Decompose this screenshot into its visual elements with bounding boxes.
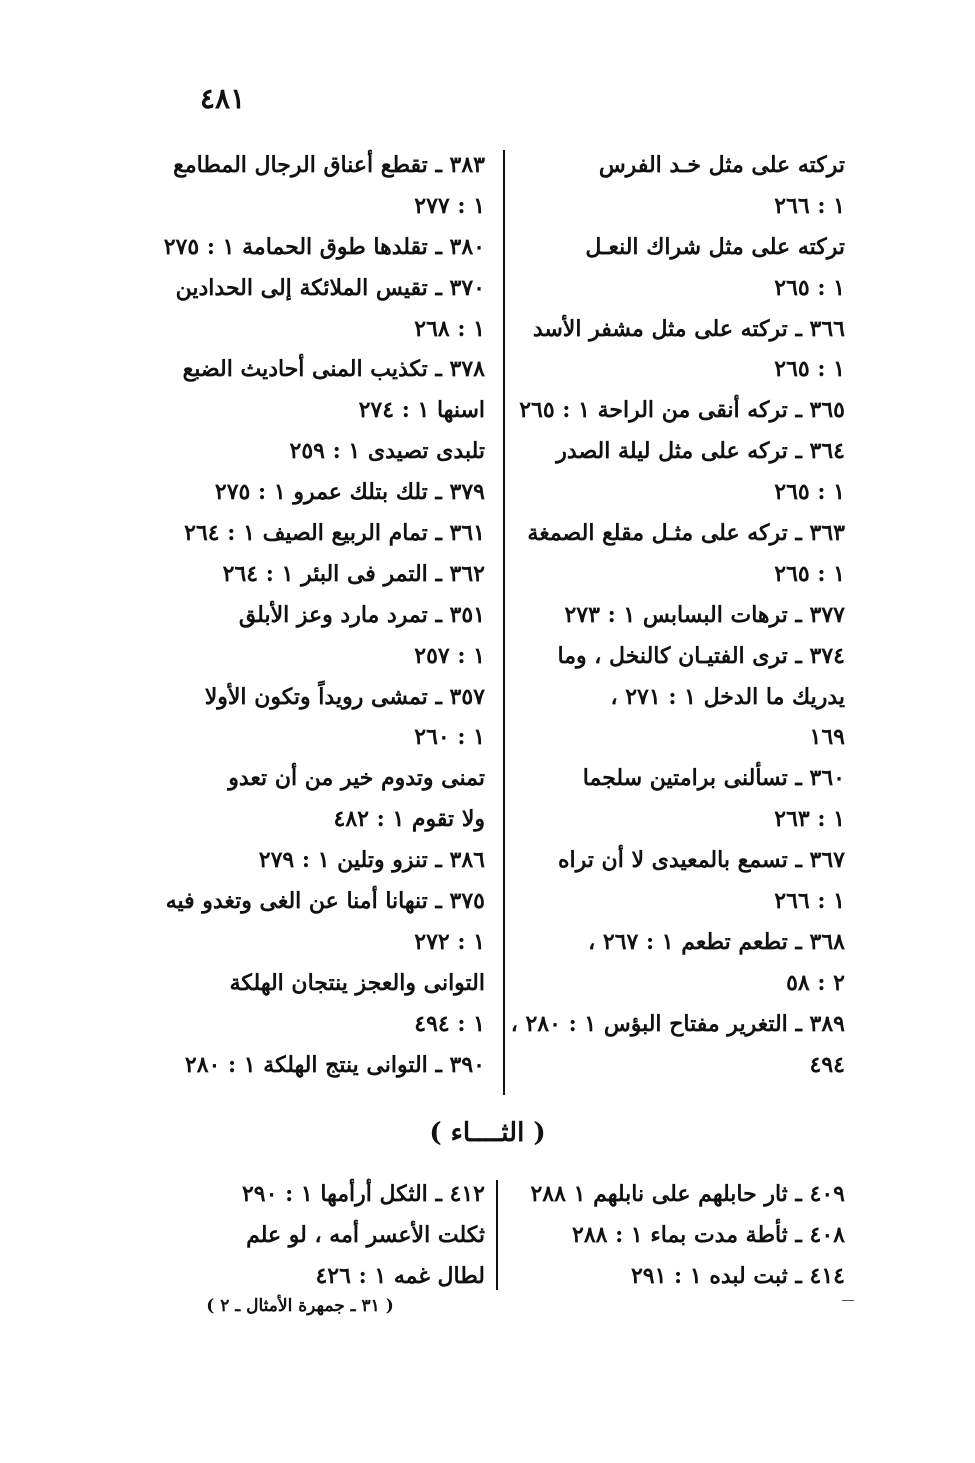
entry-line: ٣٦١ ـ تمام الربيع الصيف ١ : ٢٦٤ [184,520,485,547]
entry-line: ١ : ٢٦٥ [774,274,845,301]
entry-line: ٤٠٨ ـ ثأطة مدت بماء ١ : ٢٨٨ [572,1221,845,1248]
entry-line: ١ : ٢٦٥ [774,479,845,506]
entry-line: ولا تقوم ١ : ٤٨٢ [333,806,485,833]
entry-line: ٣٨٠ ـ تقلدها طوق الحمامة ١ : ٢٧٥ [163,233,485,260]
entry-line: ٣٥٧ ـ تمشى رويداً وتكون الأولا [204,683,485,710]
entry-line: ٣٨٩ ـ التغرير مفتاح البؤس ١ : ٢٨٠ ، [510,1010,845,1037]
right-column-bottom [520,1174,845,1297]
entry-line: تركته على مثل خـد الفرس [598,152,845,178]
entry-line: ١ : ٢٧٧ [414,192,485,219]
entry-line: ١ : ٢٧٢ [414,928,485,955]
entry-line: ٣٧٨ ـ تكذيب المنى أحاديث الضبع [182,356,485,383]
entry-line: ١٦٩ [809,724,845,751]
entry-line: ٣٦٠ ـ تسألنى برامتين سلجما [582,765,845,792]
entry-line: اسنها ١ : ٢٧٤ [358,397,485,424]
entry-line: ٣٦٢ ـ التمر فى البئر ١ : ٢٦٤ [222,560,485,587]
entry-line: ٣٧٧ ـ ترهات البسابس ١ : ٢٧٣ [564,601,845,628]
entry-line: ١ : ٢٦٣ [774,806,845,833]
entry-line: ٣٨٣ ـ تقطع أعناق الرجال المطامع [173,152,485,178]
entry-line: ٤١٢ ـ الثكل أرأمها ١ : ٢٩٠ [241,1181,485,1207]
entry-line: ٣٧٩ ـ تلك بتلك عمرو ١ : ٢٧٥ [214,479,485,506]
entry-line: ٣٦٣ ـ تركه على مثـل مقلع الصمغة [527,520,845,547]
entry-line: تركته على مثل شراك النعـل [585,233,845,260]
entry-line: ٣٧٤ ـ ترى الفتيـان كالنخل ، وما [557,642,845,669]
entry-line: تلبدى تصيدى ١ : ٢٥٩ [289,438,485,465]
section-heading: ( الثــــاء ) [429,1118,546,1148]
entry-line: ٤٩٤ [809,1051,845,1078]
entry-line: يدريك ما الدخل ١ : ٢٧١ ، [610,683,845,710]
entry-line: ٣٦٤ ـ تركه على مثل ليلة الصدر [556,438,845,465]
entry-line: لطال غمه ١ : ٤٢٦ [315,1262,485,1289]
column-divider [496,1180,498,1290]
entry-line: ٣٥١ ـ تمرد مارد وعز الأبلق [238,601,485,628]
left-column-bottom [160,1174,485,1297]
entry-line: ٣٧٥ ـ تنهانا أمنا عن الغى وتغدو فيه [165,888,485,915]
entry-line: ٢ : ٥٨ [786,969,845,996]
page-number: ٤٨١ [200,82,246,115]
column-divider [503,150,505,1095]
entry-line: ١ : ٢٥٧ [414,642,485,669]
entry-line: ١ : ٢٦٥ [774,356,845,383]
entry-line: ١ : ٢٦٥ [774,560,845,587]
entry-line: ١ : ٢٦٦ [774,192,845,219]
entry-line: ٣٦٥ ـ تركه أنقى من الراحة ١ : ٢٦٥ [519,397,845,424]
entry-line: التوانى والعجز ينتجان الهلكة [229,969,485,996]
entry-line: ثكلت الأعسر أمه ، لو علم [246,1221,485,1248]
entry-line: ٣٦٧ ـ تسمع بالمعيدى لا أن تراه [557,847,845,874]
entry-line: ٤١٤ ـ ثبت لبده ١ : ٢٩١ [630,1262,845,1289]
right-column-top [510,145,845,1085]
margin-mark [842,1300,854,1301]
page-footer: ( ٣١ ـ جمهرة الأمثال ـ ٢ ) [206,1296,394,1316]
entry-line: ٤٠٩ ـ ثار حابلهم على نابلهم ١ ٢٨٨ [530,1181,845,1207]
entry-line: ٣٦٨ ـ تطعم تطعم ١ : ٢٦٧ ، [588,928,845,955]
entry-line: ٣٧٠ ـ تقيس الملائكة إلى الحدادين [175,274,485,301]
entry-line: ٣٩٠ ـ التوانى ينتج الهلكة ١ : ٢٨٠ [184,1051,485,1078]
entry-line: ١ : ٢٦٠ [414,724,485,751]
entry-line: ١ : ٢٦٨ [414,315,485,342]
left-column-top [160,145,485,1085]
entry-line: ٣٨٦ ـ تنزو وتلين ١ : ٢٧٩ [258,847,485,874]
entry-line: تمنى وتدوم خير من أن تعدو [228,765,485,792]
entry-line: ٣٦٦ ـ تركته على مثل مشفر الأسد [532,315,845,342]
entry-line: ١ : ٤٩٤ [414,1010,485,1037]
entry-line: ١ : ٢٦٦ [774,888,845,915]
